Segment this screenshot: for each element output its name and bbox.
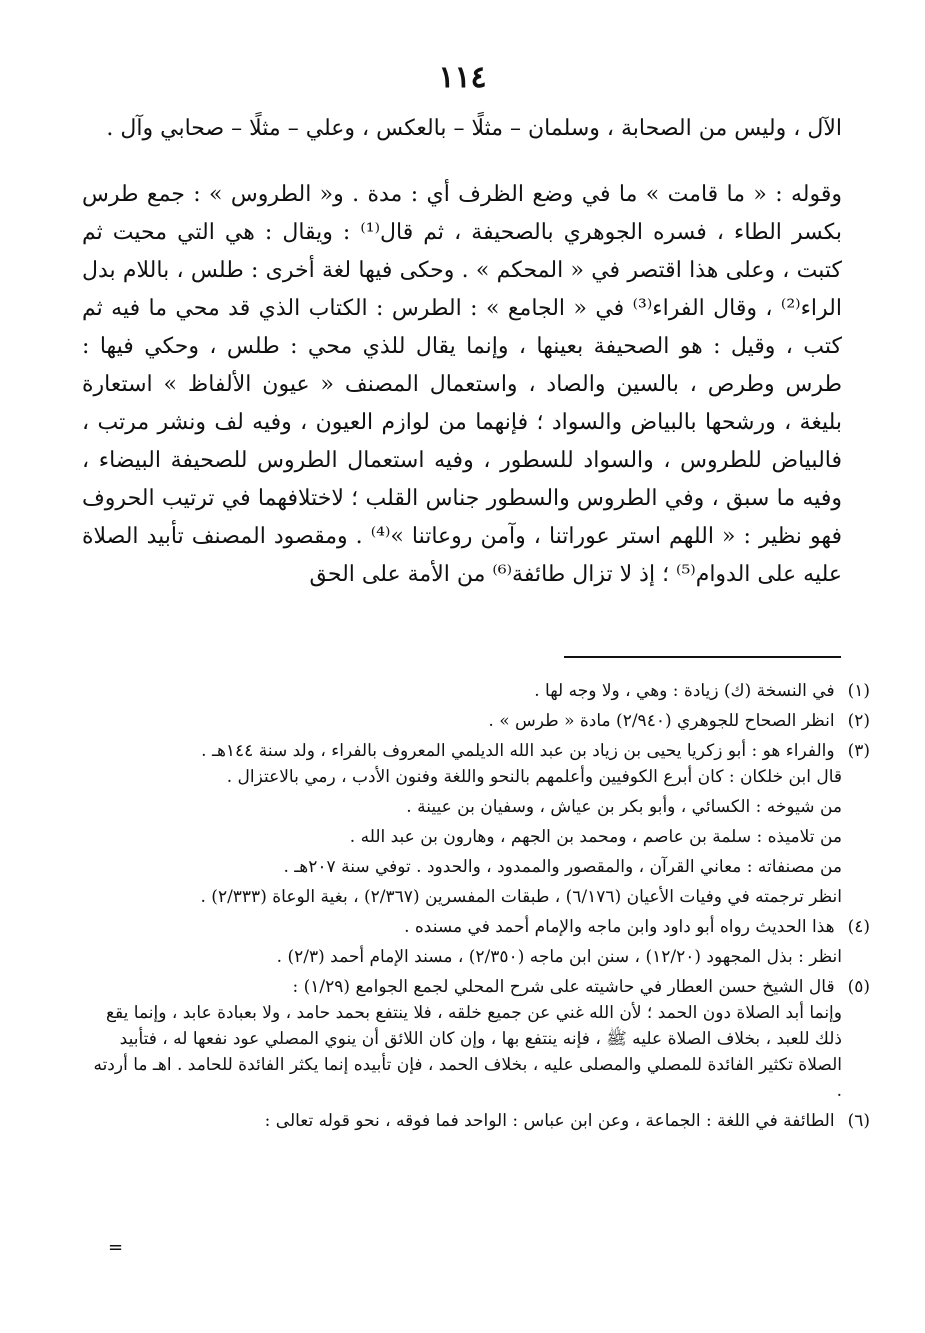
footnote-subline: انظر : بذل المجهود (١٢/٢٠) ، سنن ابن ماجه (٢/٣٥٠) ، مسند الإمام أحمد (٢/٣) . <box>276 947 842 967</box>
footnote-text: والفراء هو : أبو زكريا يحيى بن زياد بن عبد الله الديلمي المعروف بالفراء ، ولد سنة ١٤٤هـ . <box>201 741 835 761</box>
footnote-number: (٤) <box>847 917 870 937</box>
footnote-4 <box>90 914 870 970</box>
footnote-2 <box>90 708 870 734</box>
footnote-subline: وإنما أبد الصلاة دون الحمد ؛ لأن الله غني عن جميع خلقه ، فلا ينتفع بحمد حامد ، ولا بعبادة عابد ، وإنما يقع ذلك للعبد ، بخلاف الصلاة عليه ﷺ ، فإنه ينتفع بها ، وإن كان اللائق أن ينوي المصلي عود نفعها له ، فتأبيد الصلاة تكثير الفائدة للمصلي والمصلى عليه ، بخلاف الحمد ، فإن تأبيده إنما يكثر الفائدة للحامد . اهـ ما أردته . <box>93 1003 842 1101</box>
footnote-5 <box>90 974 870 1104</box>
continuation-mark: = <box>108 1237 124 1258</box>
footnote-text: الطائفة في اللغة : الجماعة ، وعن ابن عباس : الواحد فما فوقه ، نحو قوله تعالى : <box>264 1111 835 1131</box>
main-paragraph: وقوله : « ما قامت » ما في وضع الظرف أي : مدة . و« الطروس » : جمع طرس بكسر الطاء ، فسره الجوهري بالصحيفة ، ثم قال⁽¹⁾ : ويقال : هي التي محيت ثم كتبت ، وعلى هذا اقتصر في « المحكم » . وحكى فيها لغة أخرى : طلس ، باللام بدل الراء⁽²⁾ ، وقال الفراء⁽³⁾ في « الجامع » : الطرس : الكتاب الذي قد محي ما فيه ثم كتب ، وقيل : هو الصحيفة بعينها ، وإنما يقال للذي محي : طلس ، وحكي فيها : طرس وطرص ، بالسين والصاد ، واستعمال المصنف « عيون الألفاظ » استعارة بليغة ، ورشحها بالبياض والسواد ؛ فإنهما من لوازم العيون ، وفيه لف ونشر مرتب ، فالبياض للطروس ، والسواد للسطور ، وفيه استعمال الطروس للصحيفة البيضاء ، وفيه ما سبق ، وفي الطروس والسطور جناس القلب ؛ لاختلافهما في ترتيب الحروف فهو نظير : « اللهم استر عوراتنا ، وآمن روعاتنا »⁽⁴⁾ . ومقصود المصنف تأبيد الصلاة عليه على الدوام⁽⁵⁾ ؛ إذ لا تزال طائفة⁽⁶⁾ من الأمة على الحق <box>82 182 842 587</box>
footnote-text: في النسخة (ك) زيادة : وهي ، ولا وجه لها . <box>534 681 835 701</box>
footnote-subline: انظر ترجمته في وفيات الأعيان (٦/١٧٦) ، طبقات المفسرين (٢/٣٦٧) ، بغية الوعاة (٢/٣٣٣) . <box>200 887 842 907</box>
main-paragraph: الآل ، وليس من الصحابة ، وسلمان – مثلًا – بالعكس ، وعلي – مثلًا – صحابي وآل . <box>106 116 842 141</box>
footnote-1 <box>90 678 870 704</box>
footnote-separator <box>564 656 841 658</box>
footnote-text: انظر الصحاح للجوهري (٢/٩٤٠) مادة « طرس » . <box>488 711 835 731</box>
footnote-subline: من شيوخه : الكسائي ، وأبو بكر بن عياش ، وسفيان بن عيينة . <box>406 797 842 817</box>
footnote-subline: من تلاميذه : سلمة بن عاصم ، ومحمد بن الجهم ، وهارون بن عبد الله . <box>349 827 842 847</box>
footnote-number: (٦) <box>847 1111 870 1131</box>
footnote-subline: قال ابن خلكان : كان أبرع الكوفيين وأعلمهم بالنحو واللغة وفنون الأدب ، رمي بالاعتزال . <box>226 767 842 787</box>
footnote-number: (٢) <box>847 711 870 731</box>
footnotes <box>90 678 870 1138</box>
footnote-number: (٣) <box>847 741 870 761</box>
footnote-text: قال الشيخ حسن العطار في حاشيته على شرح المحلي لجمع الجوامع (١/٢٩) : <box>292 977 835 997</box>
footnote-number: (٥) <box>847 977 870 997</box>
footnote-text: هذا الحديث رواه أبو داود وابن ماجه والإمام أحمد في مسنده . <box>404 917 835 937</box>
footnote-6 <box>90 1108 870 1134</box>
footnote-3 <box>90 738 870 910</box>
main-text <box>82 110 842 594</box>
page-number: ١١٤ <box>438 60 487 95</box>
footnote-subline: من مصنفاته : معاني القرآن ، والمقصور والممدود ، والحدود . توفي سنة ٢٠٧هـ . <box>283 857 842 877</box>
footnote-number: (١) <box>847 681 870 701</box>
